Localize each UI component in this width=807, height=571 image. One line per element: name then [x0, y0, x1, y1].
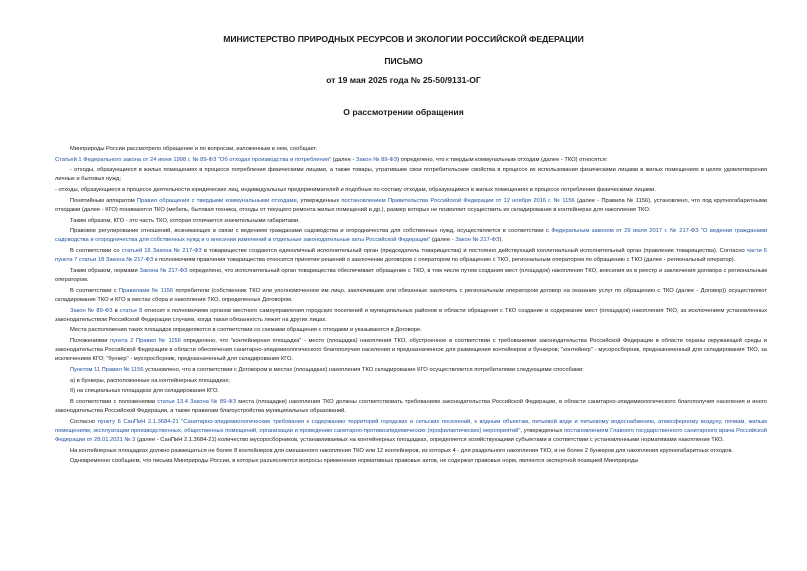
rules-link[interactable]: Правил обращения с твердыми коммунальными отходами — [136, 197, 297, 204]
paragraph: В соответствии со статьей 16 Закона № 217-ФЗ в товариществе создаются единоличный исполнительный орган (председатель товарищества) и постоянно действующий коллегиальный исполнительный орган (правление товарищества). Согласно части 6 пункта 7 статьи 18 Закона № 217-ФЗ к полномочиям правления товарищества относится принятие решений о заключении договоров с оператором по обращению с ТКО, региональным оператором по обращению с ТКО (далее - региональный оператор). — [55, 248, 767, 264]
rules-link[interactable]: пункта 2 Правил № 1156 — [110, 337, 181, 344]
law-link[interactable]: Статьей 1 Федерального закона от 24 июня 1998 г. № 89-ФЗ "Об отходах производства и потребления" — [55, 156, 332, 163]
paragraph: Закон № 89-ФЗ в статье 8 относит к полномочиям органов местного самоуправления городских поселений и муниципальных районов в области обращения с ТКО создание и содержание мест (площадок) накопления ТКО, за исключением установленных законодательством Российской Федерации случаев, когда такая обязанность лежит на других лицах. — [55, 307, 768, 323]
law-link[interactable]: Закон № 217-ФЗ — [455, 237, 500, 244]
paragraph: - отходы, образующиеся в процессе деятельности юридических лиц, индивидуальных предпринимателей и подобные по составу отходам, образующимся в жилых помещениях в процессе потребления физическими лицами. — [55, 187, 656, 194]
paragraph: Согласно пункту 6 СанПиН 2.1.3684-21 "Санитарно-эпидемиологические требования к содержанию территорий городских и сельских поселений, к водным объектам, питьевой воде и питьевому водоснабжению, атмосферному воздуху, почвам, жилым помещениям, эксплуатации производственных, общественных помещений, организации и проведению санитарно-противоэпидемических (профилактических) мероприятий", утвержденных постановлением Главного государственного санитарного врача Российской Федерации от 28.01.2021 № 3 (далее - СанПиН 2.1.3684-21) количество мусоросборников, устанавливаемых на контейнерных площадках, определяется хозяйствующими субъектами в соответствии с установленными нормативами накопления ТКО. — [55, 418, 767, 444]
ministry-heading: МИНИСТЕРСТВО ПРИРОДНЫХ РЕСУРСОВ И ЭКОЛОГИИ РОССИЙСКОЙ ФЕДЕРАЦИИ — [223, 34, 584, 44]
paragraph: Правовое регулирование отношений, возникающих в связи с ведением гражданами садоводства и огородничества для собственных нужд, осуществляется в соответствии с Федеральным законом от 29 июля 2017 г. № 217-ФЗ "О ведении гражданами садоводства и огородничества для собственных нужд и о внесении изменений в отдельные законодательные акты Российской Федерации" (далее - Закон № 217-ФЗ). — [55, 228, 767, 244]
article-link[interactable]: статье 8 — [119, 307, 143, 314]
law-link[interactable]: Закон № 89-ФЗ — [356, 156, 398, 163]
paragraph: В соответствии с положениями статьи 13.4 Закона № 89-ФЗ места (площадки) накопления ТКО должны соответствовать требованиям законодательства Российской Федерации, в области санитарно-эпидемиологического благополучия населения и иного законодательства Российской Федерации, а также правилам благоустройства муниципальных образований. — [55, 398, 767, 415]
paragraph: Пунктом 11 Правил № 1156 установлено, что в соответствии с Договором в местах (площадках) накопления ТКО складирование КГО осуществляется потребителями следующими способами: — [70, 366, 584, 373]
document-subject: О рассмотрении обращения — [343, 107, 464, 117]
document-body — [55, 145, 767, 468]
resolution-link[interactable]: постановлением Главного государственного санитарного врача Российской Федерации от 28.01.2021 № 3 — [55, 427, 767, 444]
paragraph: - отходы, образующиеся в жилых помещениях в процессе потребления физическими лицами, а также товары, утратившие свои потребительские свойства в процессе их использования физическими лицами в жилых помещениях в целях удовлетворения личных и бытовых нужд; — [55, 167, 767, 183]
rules-link[interactable]: Правилами № 1156 — [118, 287, 174, 294]
paragraph: Одновременно сообщаем, что письма Минприроды России, в которых разъясняются вопросы применения нормативных правовых актов, не содержат правовых норм, являются экспертной позицией Минприроды — [70, 458, 639, 465]
document-type: ПИСЬМО — [384, 56, 423, 66]
paragraph: Таким образом, нормами Закона № 217-ФЗ определено, что исполнительный орган товарищества обеспечивает обращение с ТКО, в том числе путем создания мест (площадок) накопления ТКО, внесения их в реестр и заключения договора с региональным оператором. — [55, 267, 767, 284]
paragraph: Места расположения таких площадок определяются в соответствии со схемами обращения с отходами и указываются в Договоре. — [70, 327, 422, 334]
paragraph: Понятийным аппаратом Правил обращения с твердыми коммунальными отходами, утвержденных постановлением Правительства Российской Федерации от 12 ноября 2016 г. № 1156 (далее - Правила № 1156), установлено, что под крупногабаритными отходами (далее - КГО) понимаются ТКО (мебель, бытовая техника, отходы от текущего ремонта жилых помещений и др.), размер которых не позволяет осуществить их складирование в контейнерах для накопления ТКО. — [55, 197, 768, 213]
paragraph: Минприроды России рассмотрело обращение и по вопросам, изложенным в нем, сообщает. — [70, 146, 318, 152]
paragraph: Статьей 1 Федерального закона от 24 июня 1998 г. № 89-ФЗ "Об отходах производства и потребления" (далее - Закон № 89-ФЗ) определено, что к твердым коммунальным отходам (далее - ТКО) относятся: — [55, 156, 608, 163]
document-date-number: от 19 мая 2025 года № 25-50/9131-ОГ — [326, 75, 481, 85]
paragraph: В соответствии с Правилами № 1156 потребители (собственник ТКО или уполномоченное им лицо, заключившие или обязанные заключить с региональным оператором договор на оказание услуг по обращению с ТКО (далее - Договор)) осуществляют складирование ТКО и КГО в местах сбора и накопления ТКО, определенных Договором. — [55, 287, 767, 303]
resolution-link[interactable]: постановлением Правительства Российской Федерации от 12 ноября 2016 г. № 1156 — [341, 197, 575, 204]
sanpin-link[interactable]: пункту 6 СанПиН 2.1.3684-21 "Санитарно-эпидемиологические требования к содержанию территорий городских и сельских поселений, к водным объектам, питьевой воде и питьевому водоснабжению, атмосферному воздуху, почвам, жилым помещениям, эксплуатации производственных, общественных помещений, организации и проведению санитарно-противоэпидемических (профилактических) мероприятий" — [55, 418, 767, 434]
law-link[interactable]: Закон № 89-ФЗ — [70, 307, 113, 314]
paragraph: Таким образом, КГО - это часть ТКО, которая отличается значительными габаритами. — [70, 217, 300, 224]
article-link[interactable]: статьи 13.4 Закона № 89-ФЗ — [157, 398, 237, 405]
rules-link[interactable]: Пунктом 11 Правил № 1156 — [70, 366, 144, 373]
law-link[interactable]: Федеральным законом от 29 июля 2017 г. № 217-ФЗ "О ведении гражданами садоводства и огородничества для собственных нужд и о внесении изменений в отдельные законодательные акты Российской Федерации" — [55, 228, 767, 244]
paragraph: б) на специальных площадках для складирования КГО. — [70, 388, 220, 395]
paragraph: а) в бункеры, расположенные на контейнерных площадках; — [70, 377, 230, 384]
paragraph: Положениями пункта 2 Правил № 1156 определено, что "контейнерная площадка" - место (площадка) накопления ТКО, обустроенное в соответствии с требованиями законодательства Российской Федерации в области охраны окружающей среды и законодательства Российской Федерации в области обеспечения санитарно-эпидемиологического благополучия населения и предназначенное для размещения контейнеров и бункеров; "контейнер" - мусоросборник, предназначенный для складирования ТКО, за исключением КГО; "бункер" - мусоросборник, предназначенный для складирования КГО. — [55, 337, 767, 363]
article-link[interactable]: статьей 16 Закона № 217-ФЗ — [121, 248, 202, 255]
paragraph: На контейнерных площадках должно размещаться не более 8 контейнеров для смешанного накопления ТКО или 12 контейнеров, из которых 4 - для раздельного накопления ТКО, и не более 2 бункеров для накопления крупногабаритных отходов. — [70, 447, 734, 454]
article-link[interactable]: части 6 пункта 7 статьи 18 Закона № 217-ФЗ — [55, 248, 767, 264]
law-link[interactable]: Закона № 217-ФЗ — [139, 267, 188, 274]
